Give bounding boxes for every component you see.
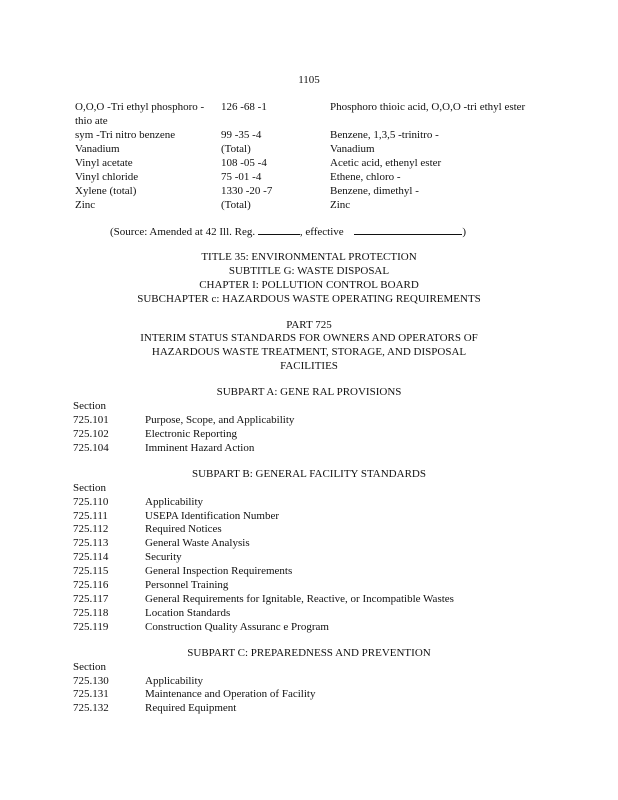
- chemical-name: Xylene (total): [75, 185, 137, 197]
- source-middle: , effective: [299, 226, 344, 238]
- regulatory-name: Benzene, 1,3,5 -trinitro -: [330, 129, 439, 141]
- chemical-name: thio ate: [75, 115, 108, 127]
- cas-number: 1330 -20 -7: [221, 185, 273, 197]
- section-title: Required Equipment: [145, 702, 237, 714]
- regulatory-name: Vanadium: [330, 143, 375, 155]
- part-heading: PART 725: [286, 319, 332, 331]
- subpart-heading: SUBPART B: GENERAL FACILITY STANDARDS: [192, 468, 426, 480]
- register-page-blank: [258, 224, 300, 235]
- section-label: Section: [73, 482, 106, 494]
- source-suffix: ): [462, 226, 467, 238]
- regulatory-name: Phosphoro thioic acid, O,O,O -tri ethyl ester: [330, 101, 526, 113]
- section-title: Maintenance and Operation of Facility: [145, 688, 316, 700]
- section-number: 725.113: [73, 537, 109, 549]
- section-number: 725.104: [73, 442, 109, 454]
- subtitle-heading: SUBTITLE G: WASTE DISPOSAL: [228, 265, 390, 277]
- section-label: Section: [73, 400, 106, 412]
- cas-number: (Total): [221, 143, 251, 155]
- section-number: 725.132: [73, 702, 109, 714]
- chemical-name: sym -Tri nitro benzene: [75, 129, 176, 141]
- chemical-name: Vinyl chloride: [75, 171, 139, 183]
- page-number: 1105: [298, 74, 320, 86]
- section-title: General Requirements for Ignitable, Reactive, or Incompatible Wastes: [145, 593, 454, 605]
- section-title: Personnel Training: [145, 579, 229, 591]
- section-number: 725.115: [73, 565, 109, 577]
- section-number: 725.119: [73, 621, 109, 633]
- regulatory-name: Benzene, dimethyl -: [330, 185, 419, 197]
- section-number: 725.111: [73, 510, 108, 522]
- section-number: 725.112: [73, 523, 109, 535]
- section-title: Required Notices: [145, 523, 222, 535]
- regulatory-name: Acetic acid, ethenyl ester: [330, 157, 442, 169]
- cas-number: 75 -01 -4: [221, 171, 262, 183]
- part-title: INTERIM STATUS STANDARDS FOR OWNERS AND OPERATORS OF: [140, 332, 478, 344]
- chemical-name: Zinc: [75, 199, 96, 211]
- section-number: 725.117: [73, 593, 109, 605]
- section-number: 725.110: [73, 496, 109, 508]
- section-title: Security: [145, 551, 182, 563]
- part-title: HAZARDOUS WASTE TREATMENT, STORAGE, AND DISPOSAL: [151, 346, 467, 358]
- chemical-name: O,O,O -Tri ethyl phosphoro -: [75, 101, 205, 113]
- part-title: FACILITIES: [280, 360, 338, 372]
- chemical-name: Vanadium: [75, 143, 120, 155]
- section-number: 725.114: [73, 551, 109, 563]
- title-heading: TITLE 35: ENVIRONMENTAL PROTECTION: [201, 251, 417, 263]
- section-title: General Waste Analysis: [145, 537, 250, 549]
- section-title: Purpose, Scope, and Applicability: [145, 414, 295, 426]
- section-number: 725.116: [73, 579, 109, 591]
- section-title: Electronic Reporting: [145, 428, 237, 440]
- section-title: Applicability: [145, 496, 204, 508]
- section-number: 725.131: [73, 688, 109, 700]
- section-title: Location Standards: [145, 607, 231, 619]
- regulatory-name: Zinc: [330, 199, 351, 211]
- section-label: Section: [73, 661, 106, 673]
- section-title: Applicability: [145, 675, 204, 687]
- effective-date-blank: [354, 224, 462, 235]
- section-number: 725.118: [73, 607, 109, 619]
- cas-number: 99 -35 -4: [221, 129, 262, 141]
- chemical-name: Vinyl acetate: [75, 157, 133, 169]
- subpart-heading: SUBPART A: GENE RAL PROVISIONS: [216, 386, 402, 398]
- section-number: 725.101: [73, 414, 109, 426]
- cas-number: 108 -05 -4: [221, 157, 267, 169]
- section-number: 725.102: [73, 428, 109, 440]
- section-title: Construction Quality Assuranc e Program: [145, 621, 329, 633]
- cas-number: 126 -68 -1: [221, 101, 267, 113]
- chapter-heading: CHAPTER I: POLLUTION CONTROL BOARD: [199, 279, 419, 291]
- source-note: [110, 224, 466, 239]
- regulatory-name: Ethene, chloro -: [330, 171, 401, 183]
- section-title: Imminent Hazard Action: [145, 442, 255, 454]
- source-prefix: (Source: Amended at 42 Ill. Reg.: [110, 226, 256, 238]
- cas-number: (Total): [221, 199, 251, 211]
- section-title: USEPA Identification Number: [145, 510, 280, 522]
- section-number: 725.130: [73, 675, 109, 687]
- section-title: General Inspection Requirements: [145, 565, 293, 577]
- subchapter-heading: SUBCHAPTER c: HAZARDOUS WASTE OPERATING REQUIREMENTS: [137, 293, 481, 305]
- subpart-heading: SUBPART C: PREPAREDNESS AND PREVENTION: [187, 647, 431, 659]
